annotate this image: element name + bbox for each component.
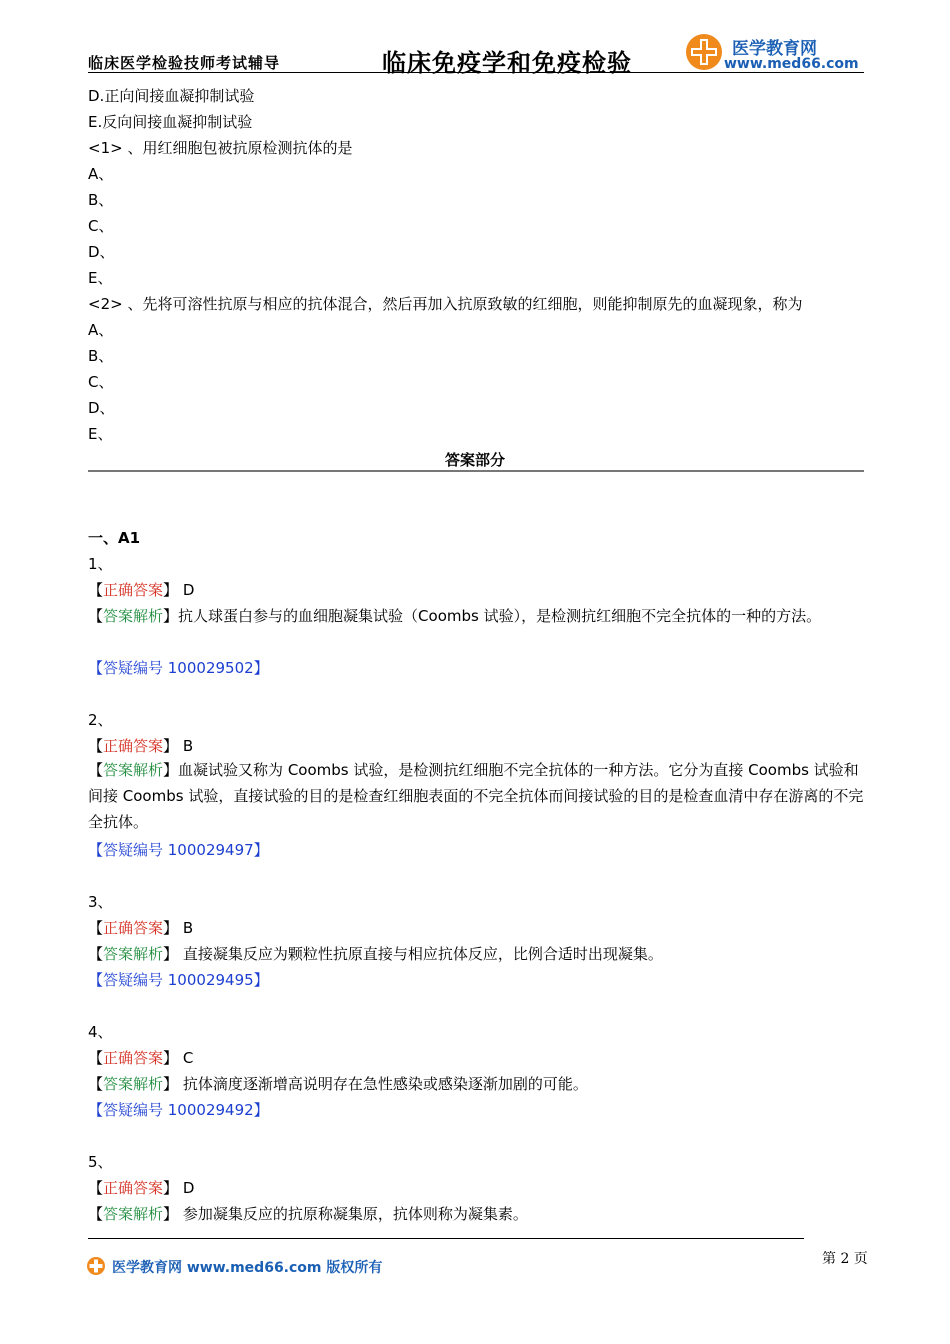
answer-4-correct	[88, 1047, 193, 1068]
cross-logo-icon	[86, 1256, 106, 1276]
answer-3-analysis-text: 直接凝集反应为颗粒性抗原直接与相应抗体反应，比例合适时出现凝集。	[178, 945, 663, 963]
bracket-close: 】	[163, 1179, 179, 1197]
analysis-label: 答案解析	[103, 761, 164, 779]
answer-3-analysis	[88, 943, 663, 964]
correct-answer-label: 正确答案	[103, 1179, 164, 1197]
analysis-label: 答案解析	[103, 945, 164, 963]
header-divider	[88, 72, 864, 73]
bracket-open: 【	[88, 1075, 104, 1093]
answer-section-title: 答案部分	[444, 451, 505, 469]
question-1-choice-e: E、	[88, 269, 113, 287]
question-2-choice-a: A、	[88, 321, 114, 339]
bracket-close: 】	[163, 761, 179, 779]
correct-answer-label: 正确答案	[103, 919, 164, 937]
correct-answer-label: 正确答案	[103, 737, 164, 755]
bracket-close: 】	[163, 945, 179, 963]
answer-3-number: 3、	[88, 893, 113, 911]
answer-1-analysis	[88, 605, 821, 626]
answer-2-qid: 【答疑编号 100029497】	[88, 841, 269, 859]
question-1-choice-c: C、	[88, 217, 114, 235]
question-1-choice-d: D、	[88, 243, 115, 261]
question-1-choice-a: A、	[88, 165, 114, 183]
answer-5-analysis	[88, 1203, 528, 1224]
bracket-close: 】	[163, 1049, 179, 1067]
answer-5-correct	[88, 1177, 194, 1198]
bracket-open: 【	[88, 1049, 104, 1067]
question-2-choice-e: E、	[88, 425, 113, 443]
answer-group-title: 一、A1	[88, 529, 141, 547]
question-1-choice-b: B、	[88, 191, 114, 209]
logo-brand-name: 医学教育网	[732, 39, 817, 59]
question-2-text: <2> 、先将可溶性抗原与相应的抗体混合，然后再加入抗原致敏的红细胞，则能抑制原先的血凝现象，称为	[88, 295, 803, 313]
bracket-close: 】	[163, 1205, 179, 1223]
answer-5-number: 5、	[88, 1153, 113, 1171]
answer-4-qid: 【答疑编号 100029492】	[88, 1101, 269, 1119]
correct-answer-label: 正确答案	[103, 1049, 164, 1067]
answer-1-number: 1、	[88, 555, 113, 573]
logo-url: www.med66.com	[724, 56, 859, 72]
brand-logo	[684, 32, 864, 72]
answer-4-value: C	[182, 1049, 194, 1067]
bracket-close: 】	[163, 737, 179, 755]
answer-3-value: B	[182, 919, 194, 937]
bracket-open: 【	[88, 761, 104, 779]
page-title: 临床免疫学和免疫检验	[382, 49, 632, 77]
answer-2-correct	[88, 735, 193, 756]
bracket-open: 【	[88, 737, 104, 755]
answer-4-analysis	[88, 1073, 588, 1094]
footer-copyright: 医学教育网 www.med66.com 版权所有	[112, 1260, 383, 1276]
footer-divider	[88, 1238, 804, 1239]
option-e: E.反向间接血凝抑制试验	[88, 113, 253, 131]
bracket-open: 【	[88, 607, 104, 625]
analysis-label: 答案解析	[103, 607, 164, 625]
option-d: D.正向间接血凝抑制试验	[88, 87, 255, 105]
answer-5-value: D	[182, 1179, 195, 1197]
bracket-open: 【	[88, 1205, 104, 1223]
bracket-close: 】	[163, 607, 179, 625]
answer-3-correct	[88, 917, 193, 938]
question-2-choice-c: C、	[88, 373, 114, 391]
answer-1-correct	[88, 579, 194, 600]
answer-2-analysis-text: 血凝试验又称为 Coombs 试验，是检测抗红细胞不完全抗体的一种方法。它分为直接 Coombs 试验和间接 Coombs 试验，直接试验的目的是检查红细胞表面的不完全抗体而间接试验的目的是检查血清中存在游离的不完全抗体。	[88, 761, 864, 831]
header-subtitle: 临床医学检验技师考试辅导	[88, 54, 281, 72]
answer-1-analysis-text: 抗人球蛋白参与的血细胞凝集试验（Coombs 试验），是检测抗红细胞不完全抗体的一种的方法。	[178, 607, 822, 625]
bracket-close: 】	[163, 1075, 179, 1093]
page-number: 第 2 页	[822, 1251, 868, 1267]
bracket-open: 【	[88, 945, 104, 963]
answer-1-value: D	[182, 581, 195, 599]
answer-4-number: 4、	[88, 1023, 113, 1041]
answer-3-qid: 【答疑编号 100029495】	[88, 971, 269, 989]
question-2-choice-d: D、	[88, 399, 115, 417]
answer-4-analysis-text: 抗体滴度逐渐增高说明存在急性感染或感染逐渐加剧的可能。	[178, 1075, 588, 1093]
analysis-label: 答案解析	[103, 1075, 164, 1093]
bracket-open: 【	[88, 1179, 104, 1197]
footer-logo	[86, 1256, 106, 1280]
bracket-close: 】	[163, 919, 179, 937]
correct-answer-label: 正确答案	[103, 581, 164, 599]
bracket-close: 】	[163, 581, 179, 599]
analysis-label: 答案解析	[103, 1205, 164, 1223]
question-1-text: <1> 、用红细胞包被抗原检测抗体的是	[88, 139, 353, 157]
question-2-choice-b: B、	[88, 347, 114, 365]
cross-logo-icon	[684, 32, 724, 72]
answer-2-value: B	[182, 737, 194, 755]
section-divider	[88, 470, 864, 472]
answer-1-qid: 【答疑编号 100029502】	[88, 659, 269, 677]
answer-2-number: 2、	[88, 711, 113, 729]
bracket-open: 【	[88, 919, 104, 937]
answer-5-analysis-text: 参加凝集反应的抗原称凝集原，抗体则称为凝集素。	[178, 1205, 528, 1223]
bracket-open: 【	[88, 581, 104, 599]
answer-2-analysis	[88, 757, 868, 835]
